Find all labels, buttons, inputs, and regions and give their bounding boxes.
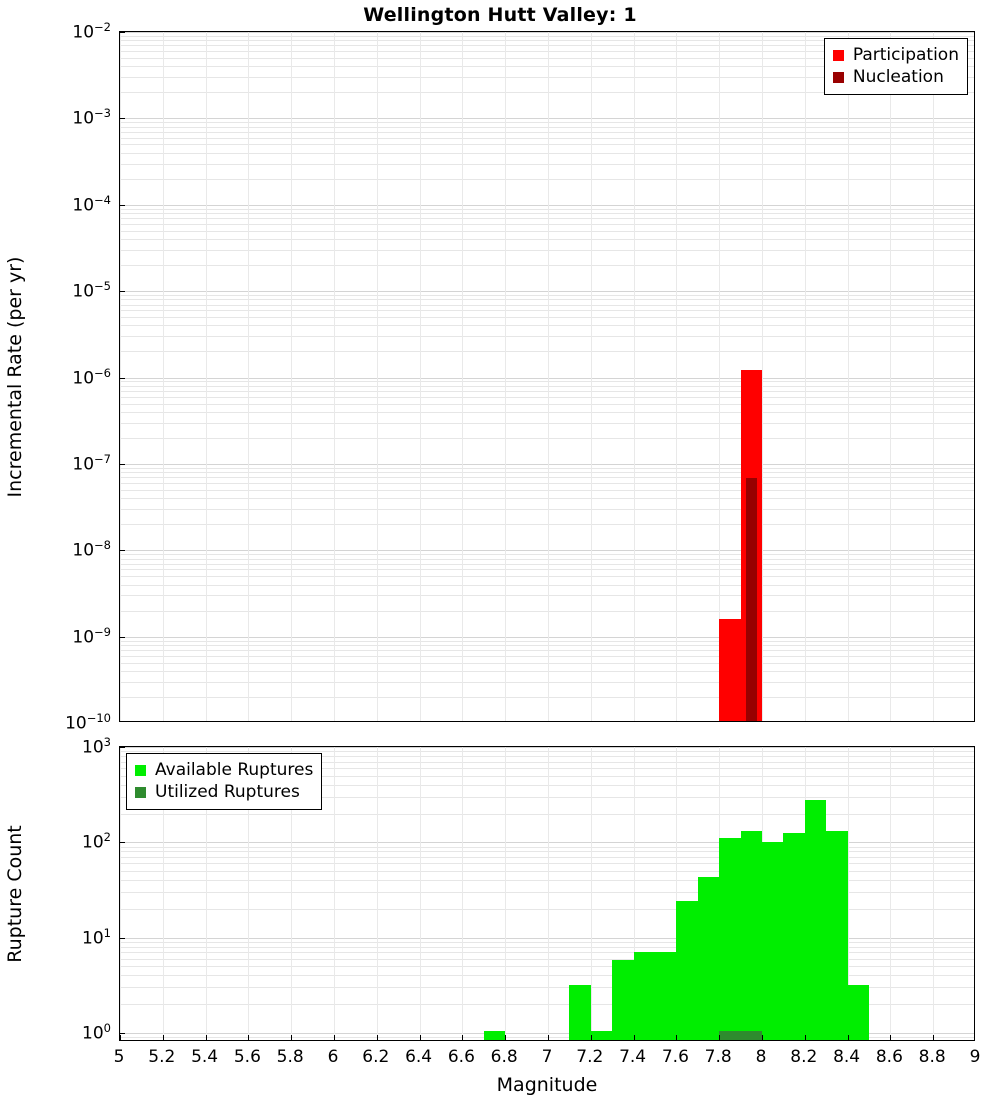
y-tick-label: $10^{-5}$ (72, 279, 111, 302)
y-tick-label: $10^{-6}$ (72, 365, 111, 389)
legend-swatch-participation (833, 50, 844, 61)
x-tick-label: 8.6 (875, 1047, 903, 1067)
legend-bottom (126, 753, 322, 810)
tick-mark (505, 1035, 506, 1040)
bar (676, 901, 697, 1040)
tick-mark (120, 291, 125, 292)
x-tick-label: 8.4 (833, 1047, 861, 1067)
tick-mark (848, 1035, 849, 1040)
tick-mark (120, 550, 125, 551)
legend-item (135, 781, 313, 803)
x-tick-label: 7 (541, 1047, 553, 1067)
x-tick-label: 5 (113, 1047, 125, 1067)
x-tick-label: 7.8 (704, 1047, 732, 1067)
y-tick-label: $10^{-4}$ (72, 192, 111, 216)
y-tick-label: $10^{-2}$ (72, 20, 111, 43)
y-tick-label: $10^{-3}$ (72, 106, 111, 130)
tick-mark (120, 205, 125, 206)
incremental-rate-plot (119, 31, 975, 722)
y-tick-label: $10^2$ (82, 830, 111, 853)
tick-mark (120, 32, 125, 33)
bar (805, 800, 826, 1040)
x-tick-label: 6 (327, 1047, 339, 1067)
bar (612, 960, 633, 1040)
x-tick-label: 6.8 (490, 1047, 518, 1067)
tick-mark (291, 1035, 292, 1040)
y-tick-label: $10^{-7}$ (72, 451, 111, 475)
tick-mark (548, 1035, 549, 1040)
bar (484, 1031, 505, 1040)
x-tick-label: 8.2 (790, 1047, 818, 1067)
tick-mark (634, 1035, 635, 1040)
tick-mark (676, 1035, 677, 1040)
x-tick-label: 9 (969, 1047, 981, 1067)
legend-label: Nucleation (852, 66, 944, 87)
bar (719, 1031, 740, 1040)
y-tick-label: $10^0$ (82, 1020, 111, 1044)
tick-mark (762, 1035, 763, 1040)
x-tick-label: 8.8 (918, 1047, 946, 1067)
y-axis-label-bottom: Rupture Count (4, 824, 26, 963)
legend-item (833, 44, 959, 66)
tick-mark (120, 464, 125, 465)
legend-item (135, 759, 313, 781)
tick-mark (120, 118, 125, 119)
plot-area-top (120, 32, 974, 721)
bar (569, 985, 590, 1040)
page-title: Wellington Hutt Valley: 1 (363, 4, 637, 26)
tick-mark (206, 1035, 207, 1040)
x-tick-label: 7.6 (661, 1047, 689, 1067)
x-tick-label: 6.2 (362, 1047, 390, 1067)
tick-mark (377, 1035, 378, 1040)
tick-mark (420, 1035, 421, 1040)
bar (762, 842, 783, 1040)
legend-top (824, 38, 968, 95)
bar (741, 1031, 762, 1040)
tick-mark (462, 1035, 463, 1040)
y-tick-label: $10^1$ (82, 925, 111, 949)
tick-mark (120, 637, 125, 638)
bar (634, 952, 655, 1040)
tick-mark (120, 938, 125, 939)
y-tick-label: $10^3$ (82, 735, 111, 758)
bar (826, 831, 847, 1040)
bar (655, 952, 676, 1040)
y-axis-label-top: Incremental Rate (per yr) (4, 256, 26, 497)
tick-mark (163, 1035, 164, 1040)
x-tick-label: 5.6 (233, 1047, 261, 1067)
y-tick-label: $10^{-10}$ (65, 711, 111, 734)
legend-label: Utilized Ruptures (155, 781, 300, 802)
tick-mark (890, 1035, 891, 1040)
bar (783, 833, 804, 1040)
x-tick-label: 5.2 (148, 1047, 176, 1067)
legend-swatch-available-ruptures (135, 765, 146, 776)
x-tick-label: 6.4 (405, 1047, 433, 1067)
legend-item (833, 66, 959, 88)
tick-mark (334, 1035, 335, 1040)
legend-swatch-nucleation (833, 72, 844, 83)
y-tick-label: $10^{-9}$ (72, 624, 111, 648)
tick-mark (248, 1035, 249, 1040)
x-tick-label: 5.4 (191, 1047, 219, 1067)
bar (698, 877, 719, 1040)
bar (848, 985, 869, 1040)
bar (719, 619, 740, 721)
tick-mark (120, 842, 125, 843)
x-axis-label: Magnitude (496, 1074, 598, 1096)
y-tick-label: $10^{-8}$ (72, 538, 111, 561)
x-tick-label: 8 (755, 1047, 767, 1067)
bar (741, 831, 762, 1040)
tick-mark (120, 1035, 121, 1040)
bar (719, 838, 740, 1040)
legend-swatch-utilized-ruptures (135, 787, 146, 798)
legend-label: Available Ruptures (155, 759, 314, 780)
tick-mark (805, 1035, 806, 1040)
x-tick-label: 5.8 (276, 1047, 304, 1067)
x-tick-label: 7.2 (576, 1047, 604, 1067)
bar (746, 478, 757, 721)
x-tick-label: 6.6 (447, 1047, 475, 1067)
rupture-count-plot (119, 746, 975, 1041)
legend-label: Participation (852, 44, 959, 65)
tick-mark (120, 378, 125, 379)
tick-mark (933, 1035, 934, 1040)
tick-mark (719, 1035, 720, 1040)
tick-mark (120, 747, 125, 748)
bar (591, 1031, 612, 1040)
tick-mark (120, 1033, 125, 1034)
tick-mark (591, 1035, 592, 1040)
x-tick-label: 7.4 (619, 1047, 647, 1067)
